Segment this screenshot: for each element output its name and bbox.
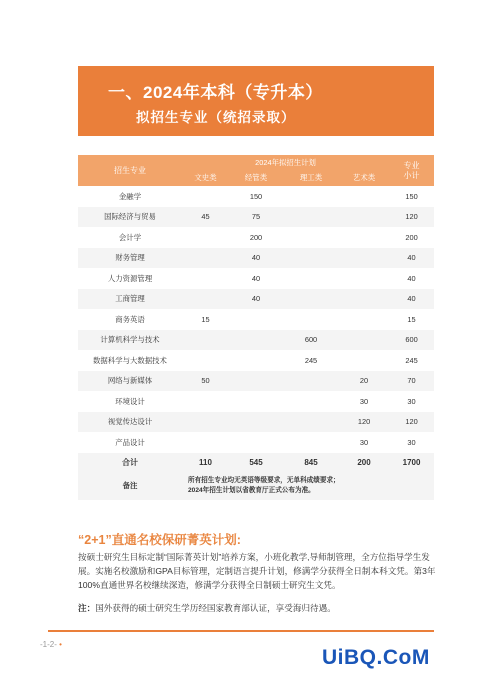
- value-cell: [182, 391, 229, 412]
- col-header-liberal-arts: 文史类: [182, 169, 229, 186]
- total-cell: 200: [339, 453, 389, 472]
- value-cell: [283, 412, 339, 433]
- subtotal-cell: 70: [389, 371, 434, 392]
- major-name: 工商管理: [78, 289, 182, 310]
- value-cell: [283, 248, 339, 269]
- table-row: [78, 207, 434, 228]
- value-cell: 40: [229, 289, 283, 310]
- note-label: 备注: [78, 472, 182, 500]
- major-name: 数据科学与大数据技术: [93, 355, 167, 365]
- table-row: [78, 227, 434, 248]
- value-cell: [339, 207, 389, 228]
- value-cell: [283, 268, 339, 289]
- major-name: 产品设计: [115, 437, 145, 447]
- value-cell: [283, 186, 339, 207]
- section-header-banner: [78, 66, 434, 136]
- page-number-text: -1-2-: [40, 640, 57, 649]
- value-cell: [283, 289, 339, 310]
- subtotal-cell: 245: [405, 355, 418, 365]
- value-cell: [229, 371, 283, 392]
- value-cell: 120: [339, 412, 389, 433]
- value-cell: [339, 309, 389, 330]
- subtotal-cell: 30: [407, 437, 416, 447]
- value-cell: [283, 227, 339, 248]
- value-cell: 45: [182, 207, 229, 228]
- table-row: [78, 186, 434, 207]
- enrollment-plan-table: [78, 155, 434, 500]
- value-cell: [339, 330, 389, 351]
- subtotal-cell: 120: [389, 207, 434, 228]
- footer-divider: [48, 630, 434, 632]
- total-subtotal: 1700: [389, 453, 434, 472]
- table-row: [78, 391, 434, 412]
- note-row: [78, 472, 434, 500]
- value-cell: [339, 268, 389, 289]
- major-name: 金融学: [118, 191, 142, 201]
- value-cell: [229, 432, 283, 453]
- note-text: [182, 472, 434, 500]
- page-number: [40, 640, 62, 649]
- subtotal-cell: 120: [389, 412, 434, 433]
- col-header-subtotal-text: 专业 小计: [403, 160, 420, 180]
- subtotal-cell: 150: [405, 191, 418, 201]
- value-cell: 40: [251, 273, 261, 283]
- total-row: [78, 453, 434, 472]
- total-label: 合计: [78, 453, 182, 472]
- subtotal-cell: 40: [389, 289, 434, 310]
- value-cell: [182, 186, 229, 207]
- value-cell: [283, 309, 339, 330]
- table-row: [78, 412, 434, 433]
- table-row: [78, 330, 434, 351]
- note-line-1: 所有招生专业均无英语等级要求，无单科成绩要求；: [188, 476, 340, 484]
- value-cell: [229, 412, 283, 433]
- value-cell: 20: [339, 371, 389, 392]
- value-cell: [182, 227, 229, 248]
- table-row: [78, 371, 434, 392]
- value-cell: [229, 350, 283, 371]
- col-header-science: 理工类: [283, 169, 339, 186]
- value-cell: 30: [359, 396, 369, 406]
- value-cell: [283, 391, 339, 412]
- total-cell: 110: [182, 453, 229, 472]
- subtotal-cell: 600: [389, 330, 434, 351]
- table-row: [78, 350, 434, 371]
- value-cell: [283, 432, 339, 453]
- value-cell: [182, 248, 229, 269]
- subtotal-cell: 30: [407, 396, 416, 406]
- value-cell: [182, 330, 229, 351]
- subtotal-cell: 40: [389, 248, 434, 269]
- value-cell: [339, 350, 389, 371]
- value-cell: [182, 432, 229, 453]
- major-name: 会计学: [118, 232, 142, 242]
- col-header-economics: 经管类: [229, 169, 283, 186]
- subtotal-cell: 200: [405, 232, 418, 242]
- watermark-logo: UiBQ.CoM: [322, 646, 430, 669]
- program-section-title: “2+1”直通名校保研菁英计划:: [78, 533, 241, 547]
- table-row: [78, 268, 434, 289]
- value-cell: [229, 391, 283, 412]
- value-cell: [283, 371, 339, 392]
- major-name: 财务管理: [78, 248, 182, 269]
- subtotal-cell: 40: [407, 273, 416, 283]
- note-line-2: 2024年招生计划以省教育厅正式公布为准。: [188, 486, 315, 494]
- value-cell: [339, 186, 389, 207]
- col-header-major: 招生专业: [78, 155, 182, 186]
- value-cell: [182, 350, 229, 371]
- major-name: 国际经济与贸易: [78, 207, 182, 228]
- total-cell: 845: [283, 453, 339, 472]
- table-row: [78, 432, 434, 453]
- header-subtitle: 拟招生专业（统招录取）: [136, 110, 296, 125]
- total-cell: 545: [229, 453, 283, 472]
- value-cell: 200: [249, 232, 263, 242]
- col-header-subtotal: [389, 155, 434, 186]
- value-cell: 150: [249, 191, 263, 201]
- program-note-label: 注：: [78, 603, 96, 613]
- major-name: 商务英语: [115, 314, 145, 324]
- major-name: 视觉传达设计: [78, 412, 182, 433]
- table-row: [78, 248, 434, 269]
- value-cell: [283, 207, 339, 228]
- value-cell: [182, 268, 229, 289]
- program-note-text: 国外获得的硕士研究生学历经国家教育部认证，享受海归待遇。: [95, 603, 336, 613]
- value-cell: 600: [283, 330, 339, 351]
- subtotal-cell: 15: [407, 314, 416, 324]
- value-cell: 75: [229, 207, 283, 228]
- value-cell: 15: [201, 314, 210, 324]
- value-cell: 40: [229, 248, 283, 269]
- col-header-art: 艺术类: [339, 169, 389, 186]
- value-cell: [339, 289, 389, 310]
- major-name: 环境设计: [115, 396, 145, 406]
- program-description: 按硕士研究生目标定制“国际菁英计划”培养方案，小班化教学,导师制管理，全方位指导学生发展。实施名校激励和GPA目标管理，定制语言提升计划，修满学分获得全日制本科文凭。第3年100%直通世界名校继续深造，修满学分获得全日制硕士研究生文凭。: [78, 552, 436, 590]
- program-note: [78, 601, 440, 615]
- col-header-group: 2024年拟招生计划: [182, 155, 389, 169]
- page-dot-icon: •: [59, 640, 62, 649]
- value-cell: [339, 227, 389, 248]
- value-cell: [339, 248, 389, 269]
- value-cell: [229, 309, 283, 330]
- value-cell: 30: [359, 437, 369, 447]
- value-cell: [182, 289, 229, 310]
- major-name: 人力资源管理: [107, 273, 153, 283]
- value-cell: 245: [304, 355, 318, 365]
- table-row: [78, 309, 434, 330]
- major-name: 网络与新媒体: [78, 371, 182, 392]
- header-title: 一、2024年本科（专升本）: [108, 83, 323, 102]
- value-cell: 50: [182, 371, 229, 392]
- table-row: [78, 289, 434, 310]
- value-cell: [229, 330, 283, 351]
- major-name: 计算机科学与技术: [78, 330, 182, 351]
- value-cell: [182, 412, 229, 433]
